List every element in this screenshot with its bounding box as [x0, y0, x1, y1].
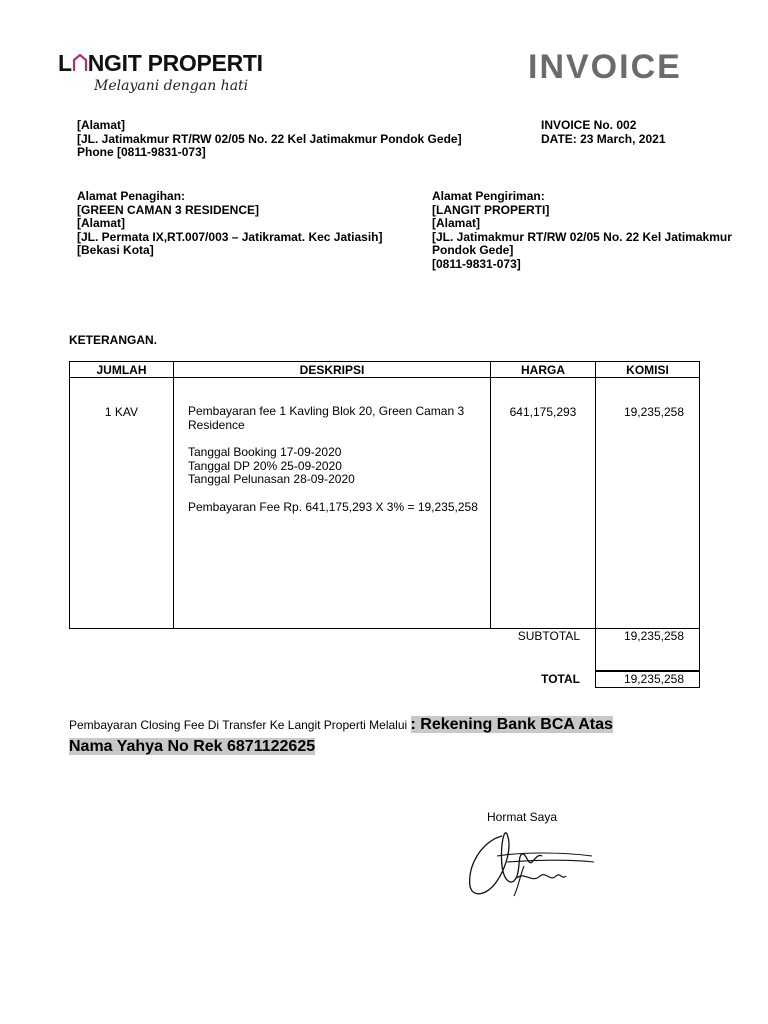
- subtotal-box: [595, 628, 700, 671]
- header-jumlah: JUMLAH: [70, 362, 174, 378]
- payment-intro: Pembayaran Closing Fee Di Transfer Ke Langit Properti Melalui: [69, 718, 411, 732]
- shipping-line-3: [JL. Jatimakmur RT/RW 02/05 No. 22 Kel Jatimakmur: [432, 229, 732, 244]
- total-value: 19,235,258: [623, 672, 684, 686]
- billing-line-4: [Bekasi Kota]: [77, 243, 154, 257]
- shipping-address: [432, 190, 732, 271]
- signature-image: [462, 826, 602, 906]
- billing-line-1: [GREEN CAMAN 3 RESIDENCE]: [77, 202, 260, 217]
- shipping-line-1: [LANGIT PROPERTI]: [432, 202, 550, 217]
- cell-price: [491, 378, 596, 629]
- sender-phone: Phone [0811-9831-073]: [77, 145, 206, 159]
- logo-letter: L: [58, 50, 72, 76]
- payment-note: [69, 714, 709, 758]
- price-value: 641,175,293: [509, 405, 577, 419]
- cell-description: [174, 378, 491, 629]
- header-komisi: KOMISI: [596, 362, 700, 378]
- cell-qty: [70, 378, 174, 629]
- billing-address: [77, 190, 383, 258]
- table-header-row: [70, 362, 700, 378]
- notes-label: KETERANGAN.: [69, 333, 158, 347]
- invoice-date: DATE: 23 March, 2021: [541, 131, 666, 146]
- billing-line-3: [JL. Permata IX,RT.007/003 – Jatikramat. Kec Jatiasih]: [77, 229, 383, 244]
- header-harga: HARGA: [491, 362, 596, 378]
- payment-account-highlight: Nama Yahya No Rek 6871122625: [69, 738, 316, 755]
- roof-icon: [72, 50, 88, 76]
- sender-line-1: [Alamat]: [77, 118, 126, 132]
- shipping-line-2: [Alamat]: [432, 216, 481, 230]
- logo-tagline: Melayani dengan hati: [94, 78, 249, 94]
- billing-line-2: [Alamat]: [77, 216, 126, 230]
- sender-address: [77, 119, 462, 160]
- header-deskripsi: DESKRIPSI: [174, 362, 491, 378]
- cell-commission: [596, 378, 700, 629]
- qty-value: 1 KAV: [104, 405, 139, 419]
- dp-date: Tanggal DP 20% 25-09-2020: [188, 458, 342, 473]
- closing-text: Hormat Saya: [487, 810, 558, 824]
- shipping-line-5: [0811-9831-073]: [432, 256, 521, 271]
- subtotal-label: SUBTOTAL: [517, 629, 580, 643]
- invoice-meta: [541, 119, 666, 146]
- total-label: TOTAL: [541, 672, 580, 686]
- document-title: INVOICE: [528, 48, 682, 86]
- logo-name: NGIT PROPERTI: [87, 50, 263, 76]
- company-logo: [58, 50, 263, 77]
- items-table: [69, 361, 700, 629]
- total-box: [595, 671, 700, 688]
- table-row: [70, 378, 700, 629]
- commission-value: 19,235,258: [623, 405, 684, 419]
- invoice-number: INVOICE No. 002: [541, 118, 637, 132]
- settlement-date: Tanggal Pelunasan 28-09-2020: [188, 472, 355, 486]
- billing-heading: Alamat Penagihan:: [77, 189, 186, 203]
- shipping-line-4: Pondok Gede]: [432, 243, 514, 257]
- description-line: Pembayaran fee 1 Kavling Blok 20, Green Caman 3 Residence: [188, 404, 465, 432]
- fee-calculation: Pembayaran Fee Rp. 641,175,293 X 3% = 19,235,258: [188, 499, 478, 514]
- payment-bank-highlight: : Rekening Bank BCA Atas: [410, 716, 613, 733]
- subtotal-value: 19,235,258: [623, 629, 684, 643]
- shipping-heading: Alamat Pengiriman:: [432, 189, 545, 203]
- booking-date: Tanggal Booking 17-09-2020: [188, 445, 342, 459]
- sender-line-2: [JL. Jatimakmur RT/RW 02/05 No. 22 Kel Jatimakmur Pondok Gede]: [77, 131, 462, 146]
